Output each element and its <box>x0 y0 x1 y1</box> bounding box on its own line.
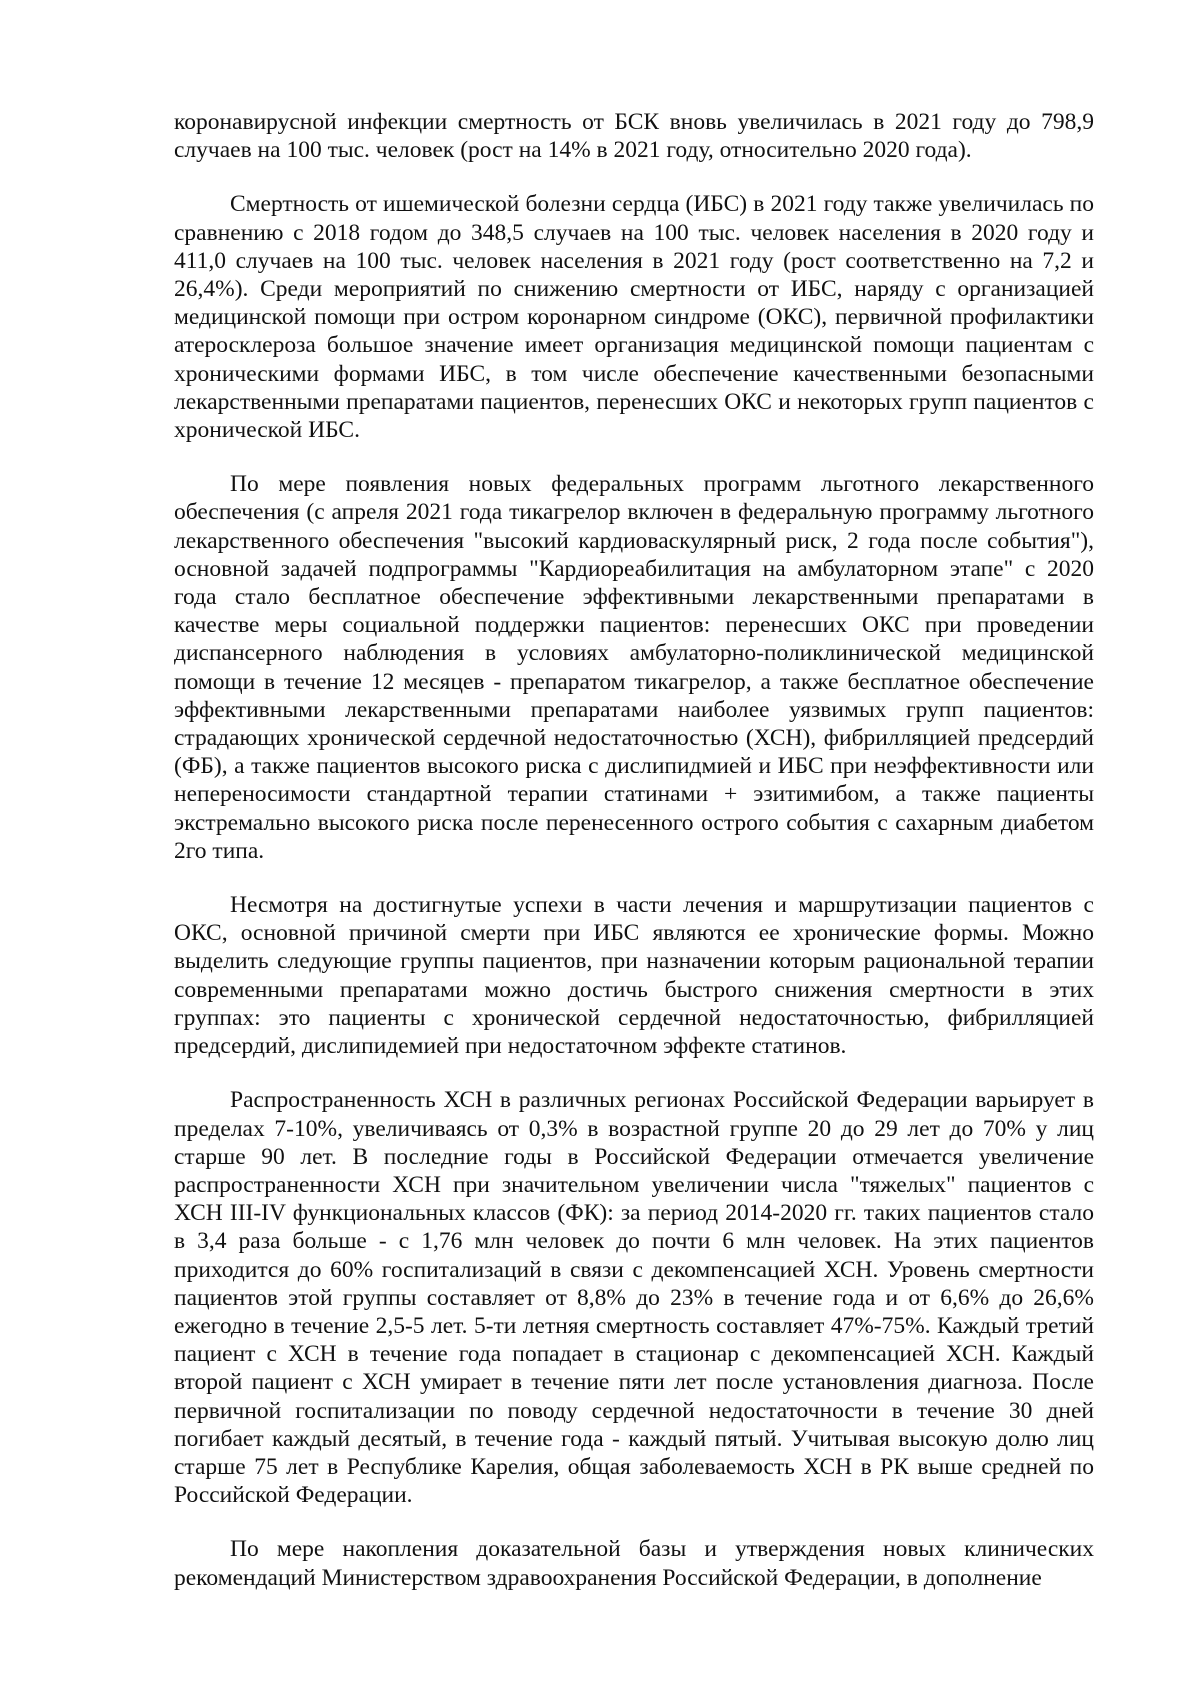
paragraph-chronic-forms: Несмотря на достигнутые успехи в части лечения и маршрутизации пациентов с ОКС, основной причиной смерти при ИБС являются ее хронические формы. Можно выделить следующие группы пациентов, при назначении которым рациональной терапии современными препаратами можно достичь быстрого снижения смертности в этих группах: это пациенты с хронической сердечной недостаточностью, фибрилляцией предсердий, дислипидемией при недостаточном эффекте статинов. <box>174 892 1094 1060</box>
paragraph-evidence-base: По мере накопления доказательной базы и утверждения новых клинических рекомендаций Министерством здравоохранения Российской Федерации, в дополнение <box>174 1536 1094 1591</box>
paragraph-ihd-mortality: Смертность от ишемической болезни сердца (ИБС) в 2021 году также увеличилась по сравнению с 2018 годом до 348,5 случаев на 100 тыс. человек населения в 2020 году и 411,0 случаев на 100 тыс. человек населения в 2021 году (рост соответственно на 7,2 и 26,4%). Среди мероприятий по снижению смертности от ИБС, наряду с организацией медицинской помощи при остром коронарном синдроме (ОКС), первичной профилактики атеросклероза большое значение имеет организация медицинской помощи пациентам с хроническими формами ИБС, в том числе обеспечение качественными безопасными лекарственными препаратами пациентов, перенесших ОКС и некоторых групп пациентов с хронической ИБС. <box>174 191 1094 444</box>
paragraph-chf-prevalence: Распространенность ХСН в различных регионах Российской Федерации варьирует в пределах 7-10%, увеличиваясь от 0,3% в возрастной группе 20 до 29 лет до 70% у лиц старше 90 лет. В последние годы в Российской Федерации отмечается увеличение распространенности ХСН при значительном увеличении числа "тяжелых" пациентов с ХСН III-IV функциональных классов (ФК): за период 2014-2020 гг. таких пациентов стало в 3,4 раза больше - с 1,76 млн человек до почти 6 млн человек. На этих пациентов приходится до 60% госпитализаций в связи с декомпенсацией ХСН. Уровень смертности пациентов этой группы составляет от 8,8% до 23% в течение года и от 6,6% до 26,6% ежегодно в течение 2,5-5 лет. 5-ти летняя смертность составляет 47%-75%. Каждый третий пациент с ХСН в течение года попадает в стационар с декомпенсацией ХСН. Каждый второй пациент с ХСН умирает в течение пяти лет после установления диагноза. После первичной госпитализации по поводу сердечной недостаточности в течение 30 дней погибает каждый десятый, в течение года - каждый пятый. Учитывая высокую долю лиц старше 75 лет в Республике Карелия, общая заболеваемость ХСН в РК выше средней по Российской Федерации. <box>174 1087 1094 1509</box>
document-page <box>174 108 1094 1592</box>
paragraph-drug-programs: По мере появления новых федеральных программ льготного лекарственного обеспечения (с апреля 2021 года тикагрелор включен в федеральную программу льготного лекарственного обеспечения "высокий кардиоваскулярный риск, 2 года после события"), основной задачей подпрограммы "Кардиореабилитация на амбулаторном этапе" с 2020 года стало бесплатное обеспечение эффективными лекарственными препаратами в качестве меры социальной поддержки пациентов: перенесших ОКС при проведении диспансерного наблюдения в условиях амбулаторно-поликлинической медицинской помощи в течение 12 месяцев - препаратом тикагрелор, а также бесплатное обеспечение эффективными лекарственными препаратами наиболее уязвимых групп пациентов: страдающих хронической сердечной недостаточностью (ХСН), фибрилляцией предсердий (ФБ), а также пациентов высокого риска с дислипидмией и ИБС при неэффективности или непереносимости стандартной терапии статинами + эзитимибом, а также пациенты экстремально высокого риска после перенесенного острого события с сахарным диабетом 2го типа. <box>174 471 1094 864</box>
paragraph-continuation: коронавирусной инфекции смертность от БСК вновь увеличилась в 2021 году до 798,9 случаев на 100 тыс. человек (рост на 14% в 2021 году, относительно 2020 года). <box>174 109 1094 164</box>
